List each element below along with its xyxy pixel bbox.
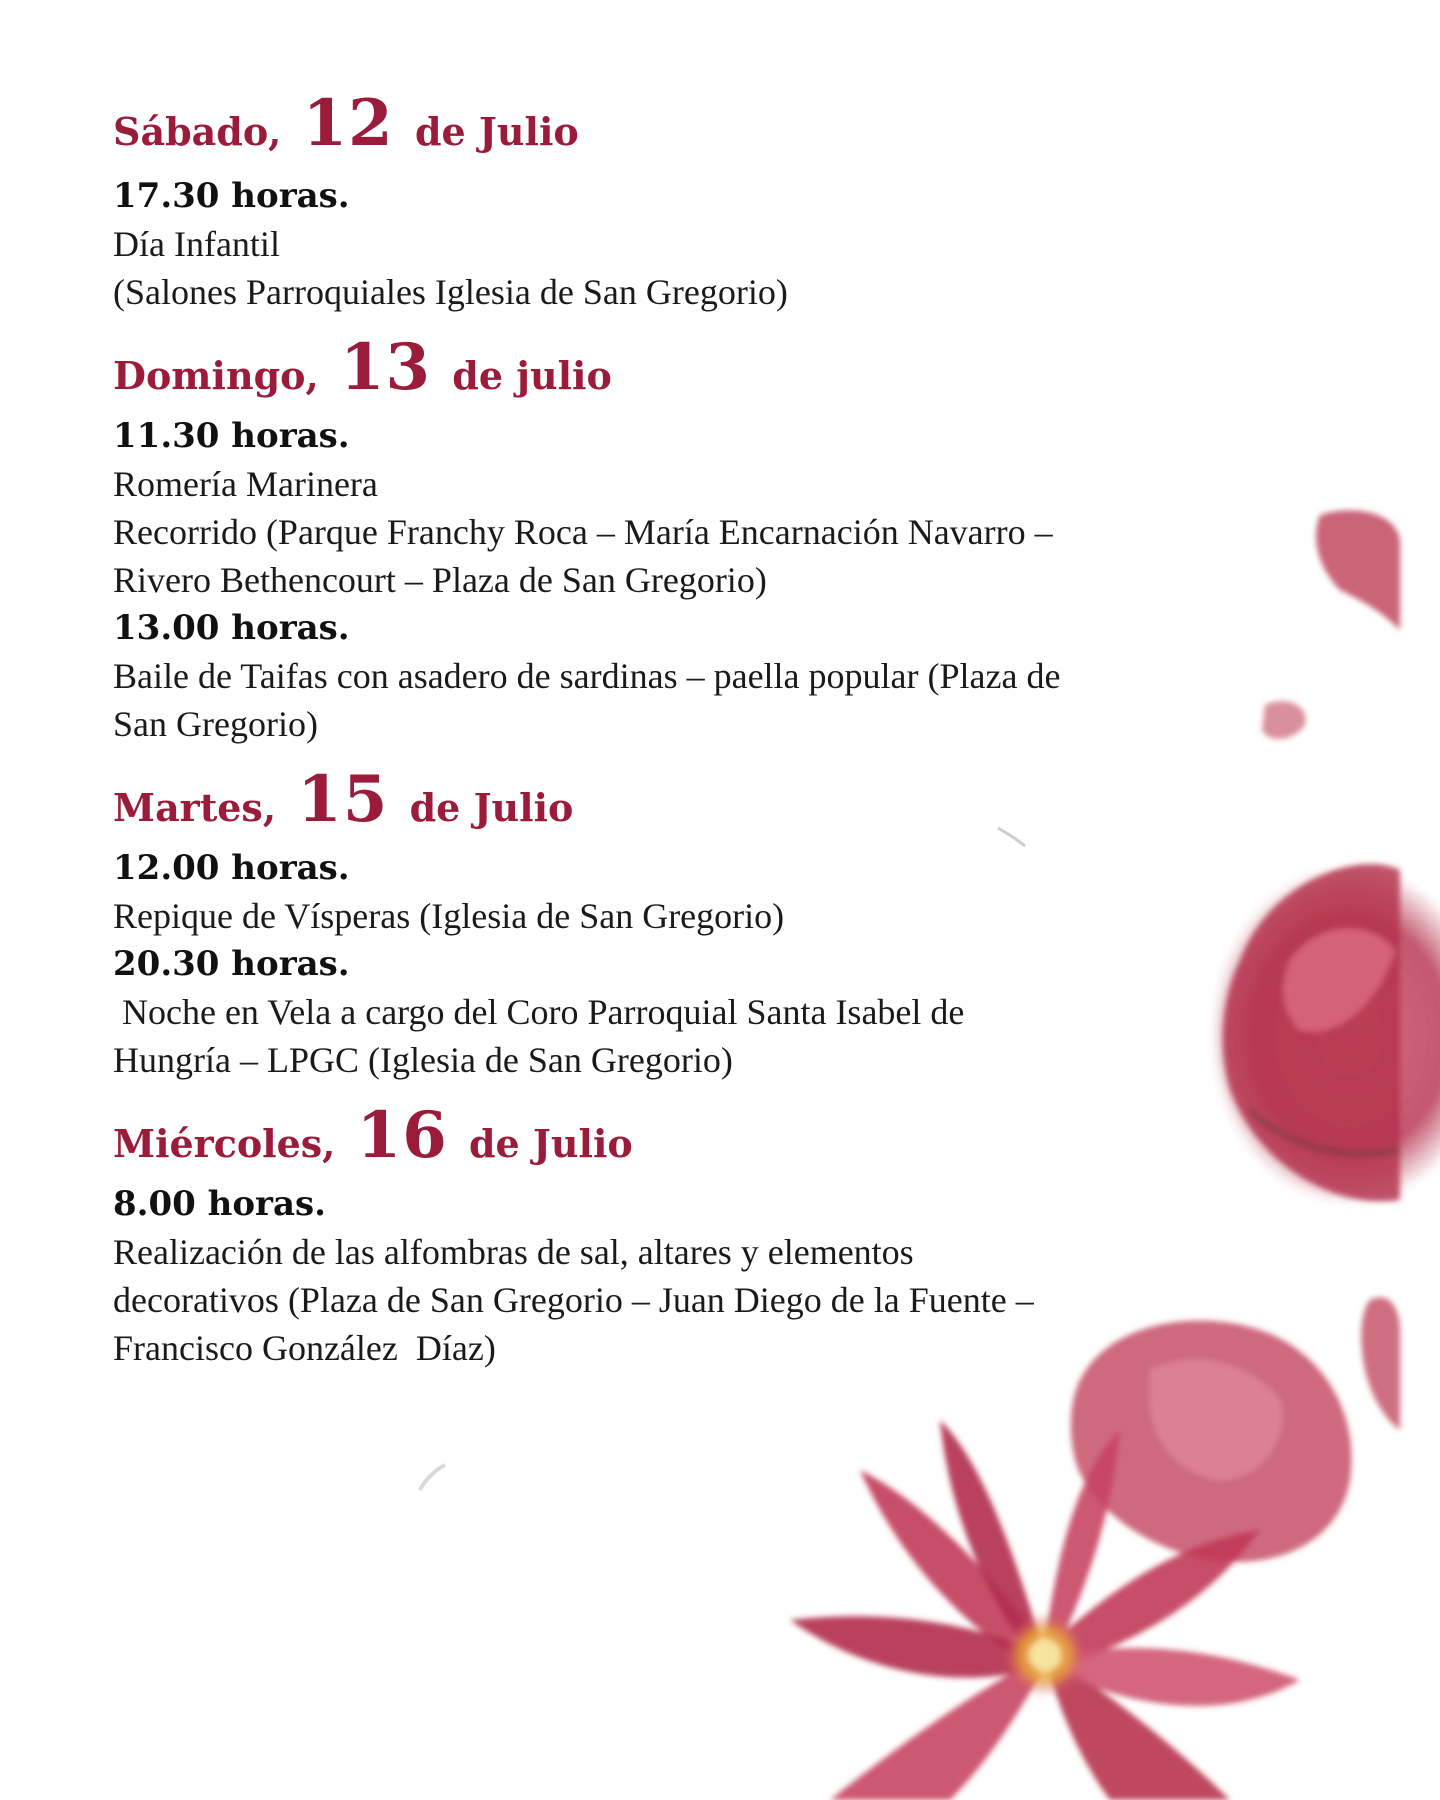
month: de Julio	[468, 1121, 633, 1166]
day-heading	[113, 86, 1293, 161]
weekday: Sábado,	[113, 109, 282, 154]
event-line: Hungría – LPGC (Iglesia de San Gregorio)	[113, 1040, 733, 1080]
event-time: 12.00 horas.	[113, 848, 350, 888]
bud-right-edge	[1361, 1297, 1400, 1430]
flower-bottom	[790, 1321, 1352, 1800]
day-number: 13	[339, 330, 432, 405]
day-heading	[113, 762, 1293, 837]
event-line: San Gregorio)	[113, 704, 318, 744]
event-time: 11.30 horas.	[113, 416, 350, 456]
event-line: Día Infantil	[113, 224, 280, 264]
event-line: Baile de Taifas con asadero de sardinas – paella popular (Plaza de	[113, 656, 1061, 696]
event-line: (Salones Parroquiales Iglesia de San Gregorio)	[113, 272, 788, 312]
month: de Julio	[409, 785, 574, 830]
day-section-wednesday	[113, 1098, 1293, 1372]
day-section-tuesday	[113, 762, 1293, 1084]
weekday: Domingo,	[113, 353, 319, 398]
event-line: Realización de las alfombras de sal, altares y elementos	[113, 1232, 914, 1272]
month: de julio	[452, 353, 612, 398]
event-time: 8.00 horas.	[113, 1184, 326, 1224]
day-heading	[113, 1098, 1293, 1173]
day-section-sunday	[113, 330, 1293, 748]
day-section-saturday	[113, 86, 1293, 316]
event-time: 17.30 horas.	[113, 176, 350, 216]
event-line: Recorrido (Parque Franchy Roca – María Encarnación Navarro –	[113, 512, 1053, 552]
event-line: Repique de Vísperas (Iglesia de San Gregorio)	[113, 896, 785, 936]
event-line: Rivero Bethencourt – Plaza de San Gregorio)	[113, 560, 767, 600]
event-line: Noche en Vela a cargo del Coro Parroquial Santa Isabel de	[113, 992, 965, 1032]
day-number: 12	[302, 86, 394, 161]
event-line: Francisco González Díaz)	[113, 1328, 496, 1368]
event-line: Romería Marinera	[113, 464, 378, 504]
event-time: 20.30 horas.	[113, 944, 350, 984]
day-heading	[113, 330, 1293, 405]
event-time: 13.00 horas.	[113, 608, 350, 648]
event-line: decorativos (Plaza de San Gregorio – Juan Diego de la Fuente –	[113, 1280, 1034, 1320]
day-number: 16	[356, 1098, 448, 1173]
weekday: Miércoles,	[113, 1121, 336, 1166]
month: de Julio	[414, 109, 579, 154]
weekday: Martes,	[113, 785, 277, 830]
day-number: 15	[297, 762, 389, 837]
